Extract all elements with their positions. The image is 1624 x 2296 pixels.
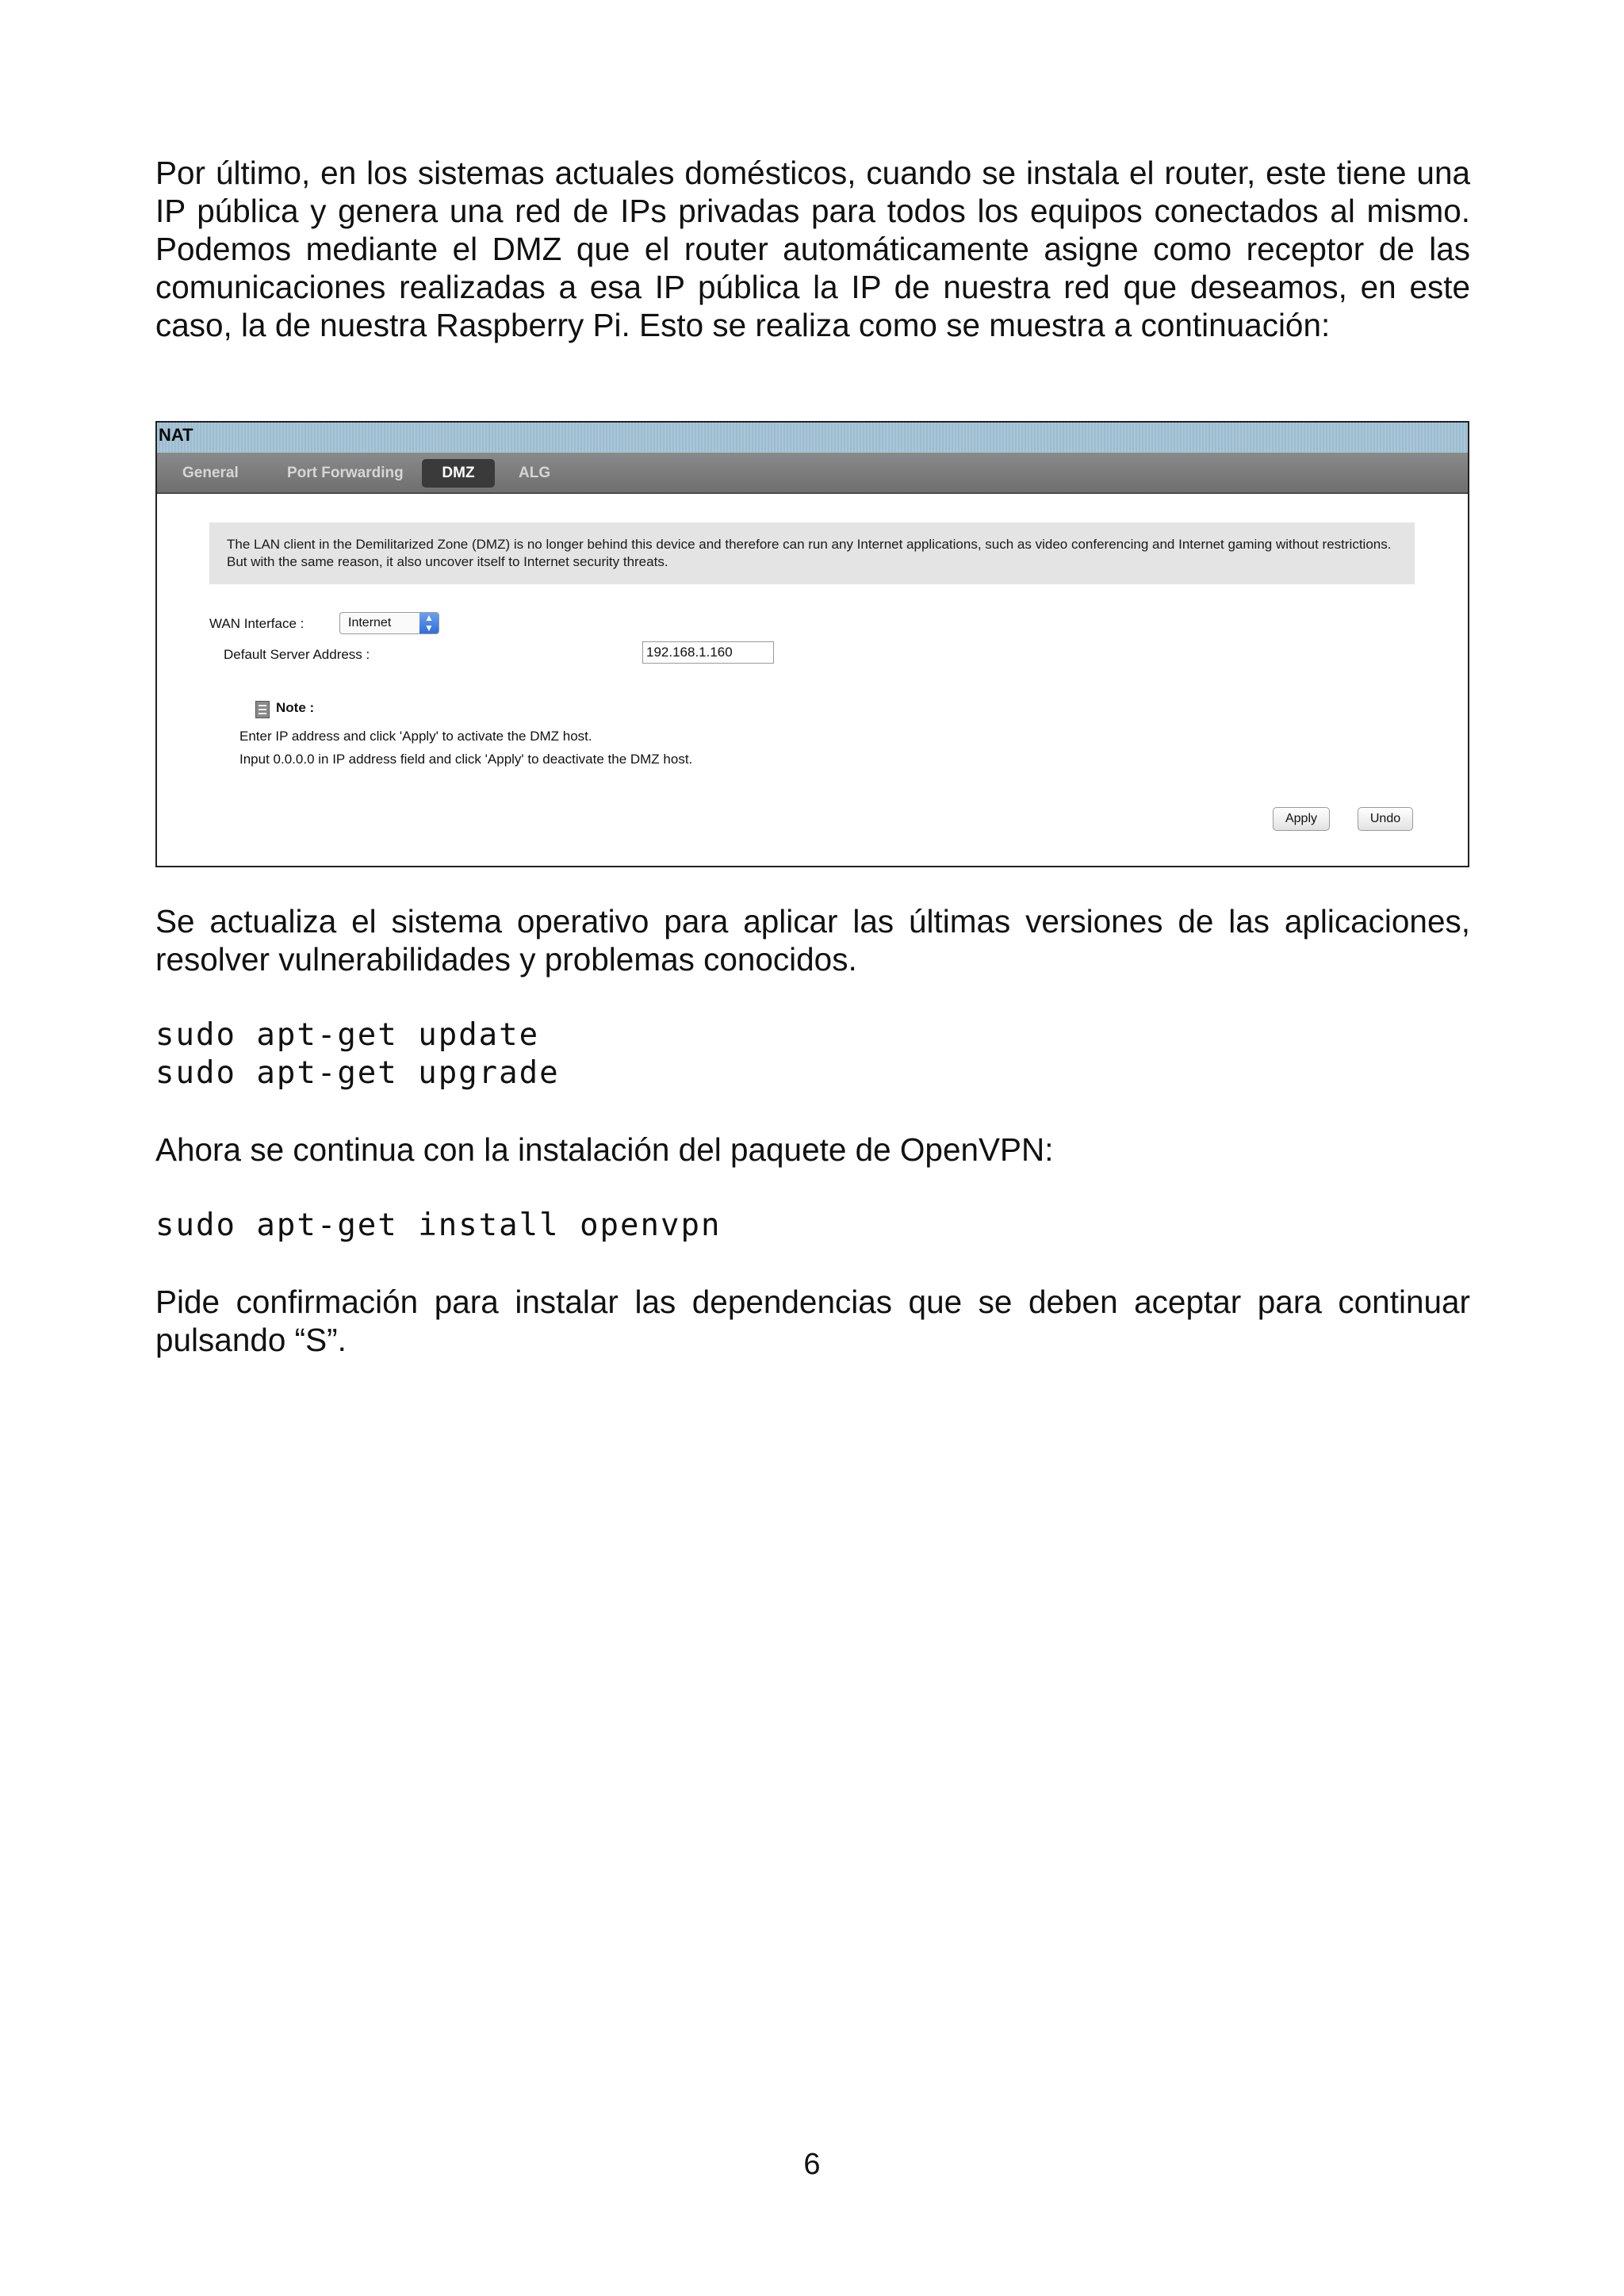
wan-interface-select[interactable] <box>339 612 439 634</box>
confirm-paragraph: Pide confirmación para instalar las dependencias que se deben aceptar para continuar pulsando “S”. <box>155 1284 1470 1358</box>
code-line-update: sudo apt-get update <box>155 1017 540 1053</box>
note-line: Enter IP address and click 'Apply' to activate the DMZ host. <box>239 729 592 744</box>
note-title: Note : <box>276 700 315 715</box>
nat-title-bar <box>157 423 1468 453</box>
note-document-icon <box>255 701 270 718</box>
router-dmz-screenshot <box>155 421 1469 867</box>
dmz-info-text: The LAN client in the Demilitarized Zone (DMZ) is no longer behind this device and therefore can run any Internet applications, such as video conferencing and Internet gaming without restrictions. But with the same reason, it also uncover itself to Internet security threats. <box>227 537 1392 569</box>
page-number: 6 <box>803 2148 821 2181</box>
wan-interface-value: Internet <box>348 616 392 629</box>
select-arrows-icon: ▲ ▼ <box>419 613 439 633</box>
note-line: Input 0.0.0.0 in IP address field and click 'Apply' to deactivate the DMZ host. <box>239 752 693 767</box>
tab-general[interactable]: General <box>182 465 239 481</box>
undo-button[interactable]: Undo <box>1358 807 1413 831</box>
nat-title: NAT <box>159 425 193 445</box>
code-line-upgrade: sudo apt-get upgrade <box>155 1055 560 1091</box>
update-paragraph: Se actualiza el sistema operativo para aplicar las últimas versiones de las aplicaciones, resolver vulnerabilidades y problemas conocidos. <box>155 903 1470 978</box>
tab-alg[interactable]: ALG <box>519 465 551 481</box>
tab-dmz[interactable]: DMZ <box>422 459 495 488</box>
apply-button[interactable]: Apply <box>1273 807 1330 831</box>
default-server-label: Default Server Address : <box>224 647 370 662</box>
default-server-input[interactable]: 192.168.1.160 <box>642 641 774 664</box>
install-paragraph: Ahora se continua con la instalación del paquete de OpenVPN: <box>155 1131 1054 1168</box>
dmz-info-box <box>209 522 1415 584</box>
tab-bar <box>157 453 1468 494</box>
code-line-install: sudo apt-get install openvpn <box>155 1207 722 1243</box>
tab-port-forwarding[interactable]: Port Forwarding <box>287 465 404 481</box>
intro-paragraph: Por último, en los sistemas actuales domésticos, cuando se instala el router, este tiene una IP pública y genera una red de IPs privadas para todos los equipos conectados al mismo. Podemos mediante el DMZ que el router automáticamente asigne como receptor de las comunicaciones realizadas a esa IP pública la IP de nuestra red que deseamos, en este caso, la de nuestra Raspberry Pi. Esto se realiza como se muestra a continuación: <box>155 155 1470 343</box>
wan-interface-label: WAN Interface : <box>209 616 304 631</box>
